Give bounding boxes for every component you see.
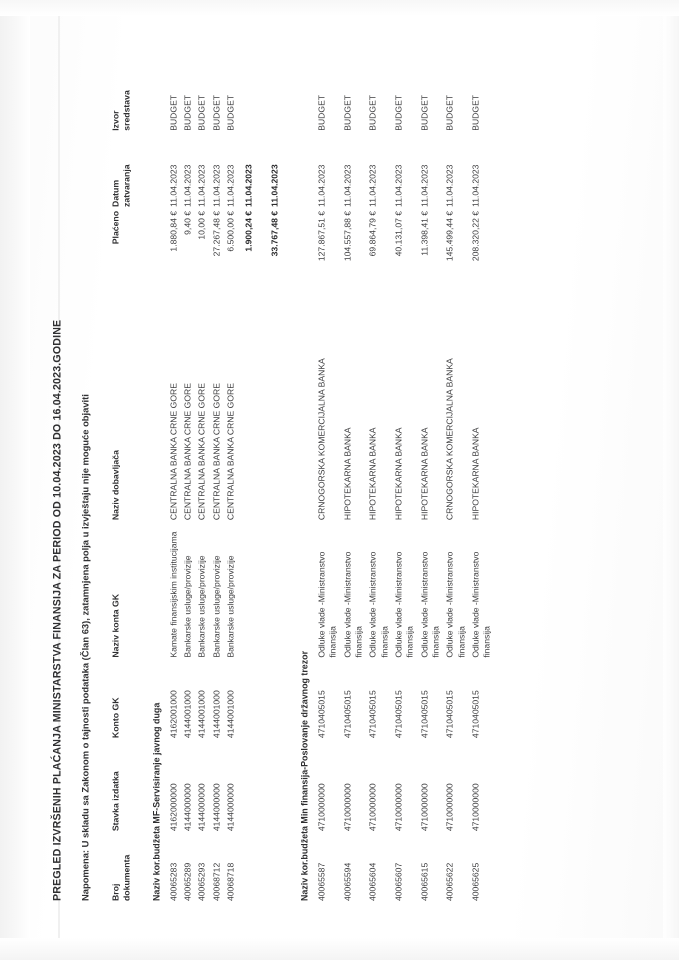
paper-edge-top [0, 0, 679, 16]
cell-konto-name: Odluke vlade -Ministranstvo finansija [470, 551, 492, 658]
table-row [342, 63, 368, 901]
column-header-line: Naziv konta GK [110, 593, 120, 658]
column-header-line: Naziv dobavljača [110, 450, 120, 521]
cell-paid: 69.864,79 € [367, 210, 378, 257]
cell-paid: 9,40 € [182, 210, 193, 235]
column-header-konto-gk [110, 658, 142, 738]
total-cell-supplier [265, 309, 290, 521]
column-header-line: sredstava [121, 90, 132, 131]
cell-item: 4144000000 [196, 783, 207, 832]
cell-item: 4144000000 [225, 783, 236, 832]
cell-konto-name: Odluke vlade -Ministranstvo finansija [315, 551, 338, 658]
cell-konto-name: Odluke vlade -Ministranstvo finansija [418, 551, 440, 658]
group-total-row [239, 63, 264, 901]
total-cell-paid: 1.900,24 € [243, 210, 254, 252]
cell-paid: 104.557,88 € [341, 210, 352, 262]
cell-close-date: 11.04.2023 [367, 164, 378, 207]
column-header-line: dokumenta [121, 854, 132, 901]
cell-konto-name: Odluke vlade -Ministranstvo finansija [341, 551, 363, 658]
column-header-line: Stavka izdatka [110, 771, 120, 832]
cell-doc-no: 40068712 [210, 862, 221, 901]
cell-source: BUDGET [225, 94, 236, 131]
cell-close-date: 11.04.2023 [196, 164, 207, 207]
cell-close-date: 11.04.2023 [167, 164, 178, 207]
total-cell-konto [239, 658, 264, 738]
cell-doc-no: 40065587 [315, 862, 326, 901]
cell-supplier: CENTRALNA BANKA CRNE GORE [196, 383, 207, 521]
column-header-line: Broj [110, 883, 120, 901]
cell-konto: 4144001000 [225, 690, 236, 739]
cell-konto: 4710405015 [470, 690, 480, 739]
column-header-naziv-dobavljaca [110, 309, 142, 521]
cell-konto-name: Odluke vlade -Ministranstvo finansija [444, 551, 466, 658]
column-header-datum-zatvaranja [110, 131, 142, 207]
total-cell-supplier [239, 309, 264, 521]
cell-paid: 6.500,00 € [225, 210, 236, 252]
cell-paid: 11.398,41 € [418, 210, 429, 256]
cell-supplier: CRNOGORSKA KOMERCIJALNA BANKA [444, 358, 455, 521]
cell-source: BUDGET [182, 94, 193, 131]
cell-doc-no: 40068718 [225, 862, 236, 901]
cell-supplier: CRNOGORSKA KOMERCIJALNA BANKA [315, 358, 326, 521]
cell-item: 4710000000 [341, 783, 352, 832]
column-header-izvor-sredstava [110, 63, 142, 131]
cell-konto-name: Odluke vlade -Ministranstvo finansija [367, 551, 389, 658]
table-row [393, 63, 419, 901]
cell-item: 4144000000 [182, 783, 193, 832]
cell-konto-name: Bankarske usluge/provizije [182, 555, 193, 658]
group-label: Naziv kor.budžeta Min finansija-Poslovanje državnog trezor [299, 650, 310, 901]
cell-source: BUDGET [470, 94, 480, 131]
cell-paid: 145.499,44 € [444, 210, 455, 262]
cell-konto: 4710405015 [315, 690, 326, 739]
total-cell-source [239, 63, 264, 131]
report-sheet [17, 15, 662, 945]
cell-doc-no: 40065615 [418, 862, 429, 901]
cell-item: 4710000000 [470, 783, 480, 832]
cell-supplier: HIPOTEKARNA BANKA [470, 427, 480, 521]
cell-close-date: 11.04.2023 [470, 164, 480, 207]
cell-source: BUDGET [444, 94, 455, 131]
cell-supplier: CENTRALNA BANKA CRNE GORE [210, 383, 221, 521]
column-header-placeno [110, 207, 142, 309]
cell-paid: 40.131,07 € [392, 210, 403, 257]
cell-paid: 10,00 € [196, 210, 207, 240]
cell-source: BUDGET [315, 94, 326, 131]
cell-supplier: CENTRALNA BANKA CRNE GORE [225, 383, 236, 521]
group-label: Naziv kor.budžeta MF-Servisiranje javnog duga [150, 702, 161, 901]
cell-supplier: CENTRALNA BANKA CRNE GORE [182, 383, 193, 521]
cell-item: 4710000000 [392, 783, 403, 832]
column-header-line: Izvor [110, 110, 120, 131]
cell-source: BUDGET [167, 94, 178, 131]
cell-supplier: HIPOTEKARNA BANKA [418, 427, 429, 521]
group-total-row [265, 63, 290, 901]
cell-close-date: 11.04.2023 [210, 164, 221, 207]
cell-supplier: CENTRALNA BANKA CRNE GORE [167, 383, 178, 521]
table-row [367, 63, 393, 901]
cell-doc-no: 40065293 [196, 862, 207, 901]
cell-source: BUDGET [418, 94, 429, 131]
cell-item: 4710000000 [418, 783, 429, 832]
rotated-content-plane [17, 15, 662, 945]
cell-source: BUDGET [210, 94, 221, 131]
cell-item: 4144000000 [210, 783, 221, 832]
cell-source: BUDGET [341, 94, 352, 131]
total-cell-item [239, 738, 264, 831]
cell-konto: 4710405015 [418, 690, 429, 739]
cell-item: 4710000000 [315, 783, 326, 832]
total-cell-konto-name [265, 520, 290, 658]
column-header-line: zatvaranja [121, 164, 132, 207]
cell-source: BUDGET [196, 94, 207, 131]
cell-paid: 127.867,51 € [315, 210, 326, 262]
cell-doc-no: 40065625 [470, 862, 480, 901]
payments-table [110, 63, 496, 901]
total-cell-close-date: 11.04.2023 [268, 164, 279, 207]
table-row [196, 63, 210, 901]
cell-source: BUDGET [392, 94, 403, 131]
cell-konto: 4710405015 [444, 690, 455, 739]
total-cell-doc-no [239, 831, 264, 901]
cell-doc-no: 40065604 [367, 862, 378, 901]
table-row [182, 63, 196, 901]
cell-konto: 4162001000 [167, 690, 178, 739]
cell-doc-no: 40065289 [182, 862, 193, 901]
table-row [419, 63, 445, 901]
cell-source: BUDGET [367, 94, 378, 131]
cell-konto-name: Bankarske usluge/provizije [225, 555, 236, 658]
payments-table-body [142, 63, 496, 901]
table-row [444, 63, 470, 901]
cell-item: 4710000000 [444, 783, 455, 832]
cell-item: 4162000000 [167, 783, 178, 832]
cell-close-date: 11.04.2023 [182, 164, 193, 207]
column-header-line: Datum [110, 179, 120, 207]
table-row [470, 63, 496, 901]
cell-supplier: HIPOTEKARNA BANKA [392, 427, 403, 521]
cell-konto: 4144001000 [210, 690, 221, 739]
group-header-row [142, 63, 168, 901]
cell-close-date: 11.04.2023 [392, 164, 403, 207]
table-row [316, 63, 342, 901]
total-cell-paid: 33.767,48 € [268, 210, 279, 257]
cell-konto: 4144001000 [182, 690, 193, 739]
cell-konto: 4710405015 [392, 690, 403, 739]
cell-doc-no: 40065622 [444, 862, 455, 901]
cell-close-date: 11.04.2023 [444, 164, 455, 207]
column-header-broj-dokumenta [110, 831, 142, 901]
total-cell-doc-no [265, 831, 290, 901]
cell-konto-name: Bankarske usluge/provizije [196, 555, 207, 658]
table-row [168, 63, 182, 901]
total-cell-konto [265, 658, 290, 738]
group-header-row [290, 63, 316, 901]
cell-konto: 4144001000 [196, 690, 207, 739]
column-header-line: Konto GK [110, 697, 120, 739]
cell-close-date: 11.04.2023 [418, 164, 429, 207]
total-cell-source [265, 63, 290, 131]
total-cell-item [265, 738, 290, 831]
cell-supplier: HIPOTEKARNA BANKA [367, 427, 378, 521]
total-cell-konto-name [239, 520, 264, 658]
payments-table-header [110, 63, 142, 901]
cell-konto-name: Odluke vlade -Ministranstvo finansija [392, 551, 415, 658]
table-row [211, 63, 225, 901]
cell-konto: 4710405015 [367, 690, 378, 739]
cell-konto-name: Kamate finansijskim institucijama [167, 531, 178, 658]
cell-close-date: 11.04.2023 [315, 164, 326, 207]
confidentiality-note: Napomena: U skladu sa Zakonom o tajnosti podataka (Član 63), zatamnjena polja u izvještaju nije moguće objaviti [79, 394, 90, 901]
column-header-line: Plaćeno [110, 210, 120, 245]
table-row [225, 63, 239, 901]
cell-doc-no: 40065283 [167, 862, 178, 901]
cell-close-date: 11.04.2023 [341, 164, 352, 207]
cell-close-date: 11.04.2023 [225, 164, 236, 207]
page-title: PREGLED IZVRŠENIH PLAĆANJA MINISTARSTVA FINANSIJA ZA PERIOD OD 10.04.2023 DO 16.04.2023.GODINE [51, 319, 63, 901]
cell-konto: 4710405015 [341, 690, 352, 739]
cell-paid: 1.880,84 € [167, 210, 178, 252]
column-header-stavka-izdatka [110, 738, 142, 831]
cell-item: 4710000000 [367, 783, 378, 832]
cell-supplier: HIPOTEKARNA BANKA [341, 427, 352, 521]
table-header-row [110, 63, 142, 901]
cell-doc-no: 40065607 [392, 862, 403, 901]
cell-paid: 208.320,22 € [470, 210, 480, 262]
cell-konto-name: Bankarske usluge/provizije [210, 555, 221, 658]
cell-doc-no: 40065594 [341, 862, 352, 901]
paper-edge-right [663, 0, 679, 960]
cell-paid: 27.267,48 € [210, 210, 221, 257]
column-header-naziv-konta-gk [110, 520, 142, 658]
total-cell-close-date: 11.04.2023 [243, 164, 254, 207]
